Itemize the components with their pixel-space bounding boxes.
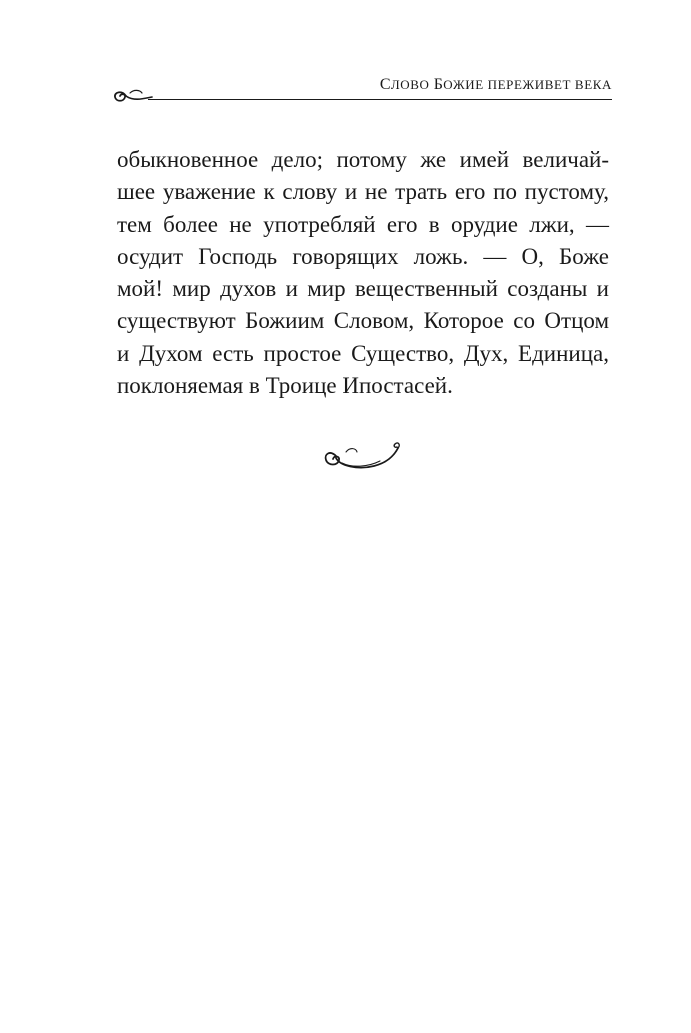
running-header	[112, 72, 612, 112]
text-line: обыкновенное дело; потому же имей величай-	[117, 147, 609, 172]
text-line: шее уважение к слову и не трать его по пустому,	[117, 179, 609, 205]
running-title-smallcaps-2: ОЖИЕ ПЕРЕЖИВЕТ ВЕКА	[443, 77, 612, 92]
running-title	[380, 76, 612, 94]
header-rule	[148, 99, 612, 100]
swirl-vignette-icon	[322, 436, 404, 476]
text-line: поклоняемая в Троице Ипостасей.	[117, 373, 453, 399]
running-title-cap-1: С	[379, 76, 391, 93]
text-line: мой! мир духов и мир вещественный созданы и	[117, 276, 609, 302]
running-title-smallcaps-1: ЛОВО	[390, 77, 430, 92]
text-line: осудит Господь говорящих ложь. — О, Боже	[117, 243, 609, 269]
body-text	[117, 144, 609, 402]
running-title-cap-2: Б	[433, 76, 444, 93]
text-line: тем более не употребляй его в орудие лжи, —	[117, 211, 609, 237]
scroll-flourish-icon	[112, 82, 172, 106]
text-line: существуют Божиим Словом, Которое со Отцом	[117, 308, 609, 334]
text-line: и Духом есть простое Существо, Дух, Единица,	[117, 340, 609, 366]
